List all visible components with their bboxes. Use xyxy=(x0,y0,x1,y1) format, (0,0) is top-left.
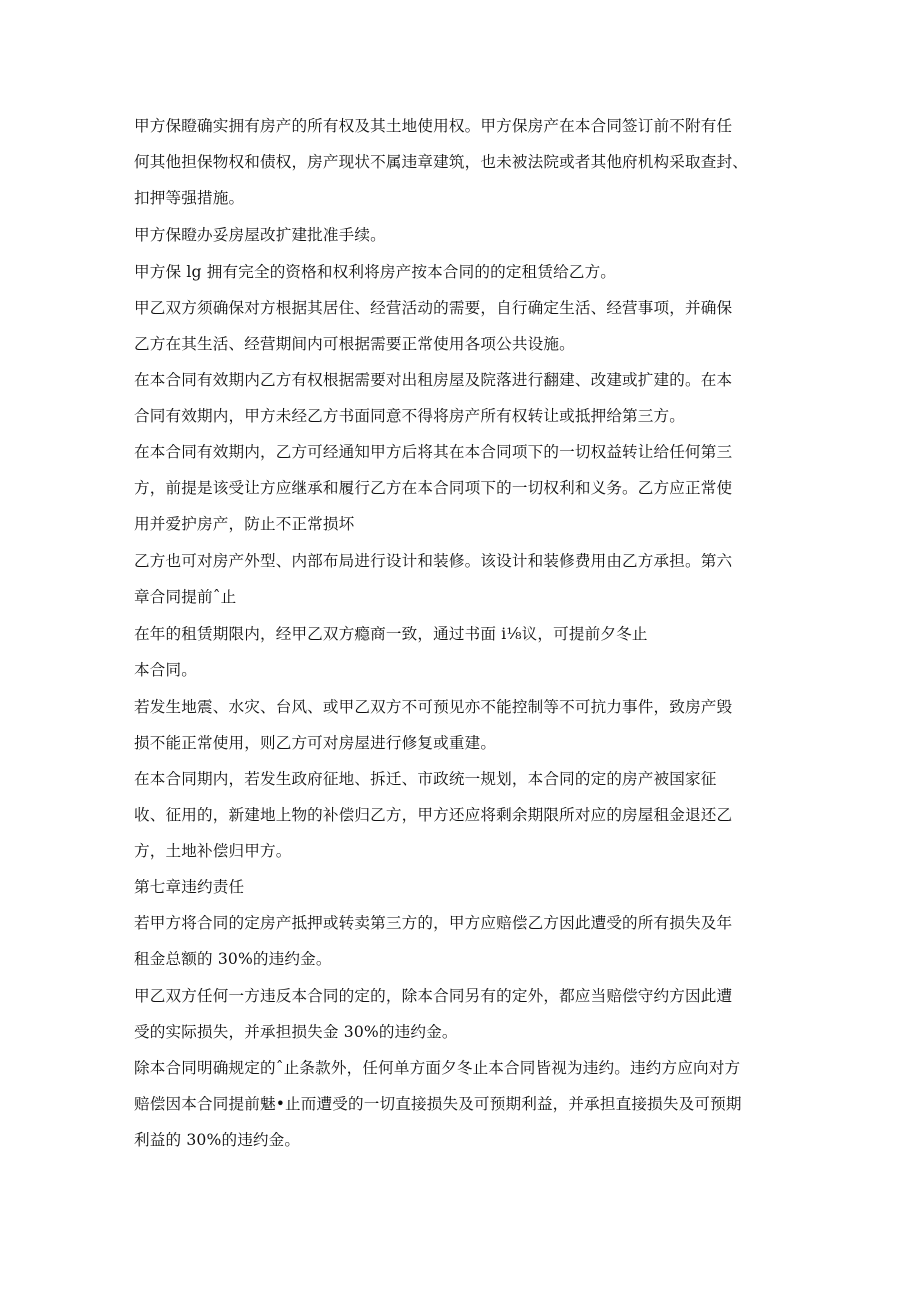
section-heading: 第七章违约责任 xyxy=(134,878,245,896)
text-line: 乙方在其生活、经营期间内可根据需要正常使用各项公共设施。 xyxy=(134,335,575,353)
text-line: 甲乙双方任何一方违反本合同的定的，除本合同另有的定外，都应当赔偿守约方因此遭 xyxy=(134,987,733,1005)
text-line: 方，前提是该受让方应继承和履行乙方在本合同项下的一切权利和义务。乙方应正常使 xyxy=(134,479,733,497)
text-line: 在本合同有效期内，乙方可经通知甲方后将其在本合同项下的一切权益转让给任何第三 xyxy=(134,443,733,461)
text-line: 合同有效期内，甲方未经乙方书面同意不得将房产所有权转让或抵押给第三方。 xyxy=(134,407,686,425)
text-line: 方，土地补偿归甲方。 xyxy=(134,842,292,860)
text-line: 在年的租赁期限内，经甲乙双方瘾商一致，通过书面 i⅛议，可提前夕冬止 xyxy=(134,625,648,643)
text-line: 在本合同有效期内乙方有权根据需要对出租房屋及院落进行翻建、改建或扩建的。在本 xyxy=(134,371,733,389)
text-line: 受的实际损失，并承担损失金 30%的违约金。 xyxy=(134,1023,458,1041)
text-line: 甲方保瞪办妥房屋改扩建批准手续。 xyxy=(134,226,386,244)
text-line: 损不能正常使用，则乙方可对房屋进行修复或重建。 xyxy=(134,734,497,752)
text-line: 章合同提前ˆ止 xyxy=(134,588,237,606)
text-line: 除本合同明确规定的ˆ止条款外，任何单方面夕冬止本合同皆视为违约。违约方应向对方 xyxy=(134,1059,741,1077)
text-line: 何其他担保物权和债权，房产现状不属违章建筑，也未被法院或者其他府机构采取查封、 xyxy=(134,153,749,171)
text-line: 赔偿因本合同提前魅•止而遭受的一切直接损失及可预期利益，并承担直接损失及可预期 xyxy=(134,1095,742,1113)
text-line: 甲方保瞪确实拥有房产的所有权及其土地使用权。甲方保房产在本合同签订前不附有任 xyxy=(134,117,733,135)
text-line: 若甲方将合同的定房产抵押或转卖第三方的，甲方应赔偿乙方因此遭受的所有损失及年 xyxy=(134,914,733,932)
text-line: 收、征用的，新建地上物的补偿归乙方，甲方还应将剩余期限所对应的房屋租金退还乙 xyxy=(134,806,733,824)
text-line: 若发生地震、水灾、台风、或甲乙双方不可预见亦不能控制等不可抗力事件，致房产毁 xyxy=(134,698,733,716)
text-line: 利益的 30%的违约金。 xyxy=(134,1131,301,1149)
text-line: 用并爱护房产，防止不正常损坏 xyxy=(134,515,355,533)
text-line: 租金总额的 30%的违约金。 xyxy=(134,950,332,968)
text-line: 甲乙双方须确保对方根据其居住、经营活动的需要，自行确定生活、经营事项，并确保 xyxy=(134,299,733,317)
text-line: 在本合同期内，若发生政府征地、拆迁、市政统一规划，本合同的定的房产被国家征 xyxy=(134,770,717,788)
text-line: 本合同。 xyxy=(134,661,197,679)
text-line: 甲方保 lg 拥有完全的资格和权利将房产按本合同的的定租赁给乙方。 xyxy=(134,263,617,281)
text-line: 乙方也可对房产外型、内部布局进行设计和装修。该设计和装修费用由乙方承担。第六 xyxy=(134,552,733,570)
text-line: 扣押等强措施。 xyxy=(134,189,245,207)
